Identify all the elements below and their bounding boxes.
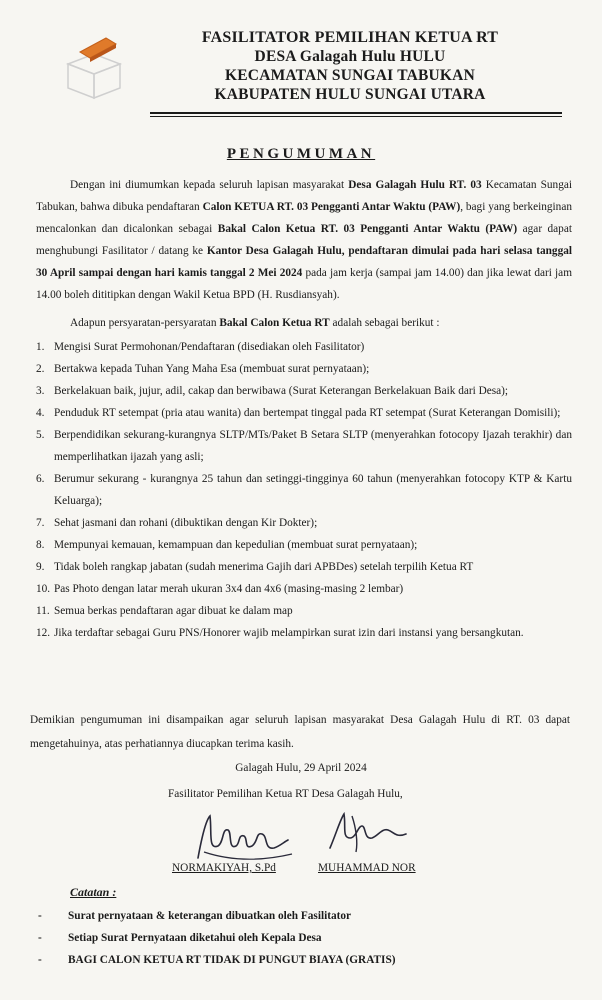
- list-item: 9. Tidak boleh rangkap jabatan (sudah menerima Gajih dari APBDes) setelah terpilih Ketua RT: [36, 561, 474, 573]
- signatory-name-1: NORMAKIYAH, S.Pd: [172, 862, 276, 874]
- announcement-title: PENGUMUMAN: [226, 146, 376, 162]
- facilitator-line: Fasilitator Pemilihan Ketua RT Desa Galagah Hulu,: [168, 788, 403, 800]
- list-item: 5. Berpendidikan sekurang-kurangnya SLTP/MTs/Paket B Setara SLTP (menyerahkan fotocopy Ijazah terakhir) dan memperlihatkan ijazah yang asli;: [36, 429, 572, 463]
- list-item: 7. Sehat jasmani dan rohani (dibuktikan dengan Kir Dokter);: [36, 517, 318, 529]
- requirements-list: [36, 336, 572, 644]
- list-item: 8. Mempunyai kemauan, kemampuan dan kepedulian (membuat surat pernyataan);: [36, 539, 418, 551]
- intro-paragraph: Dengan ini diumumkan kepada seluruh lapisan masyarakat Desa Galagah Hulu RT. 03 Kecamatan Sungai Tabukan, bahwa dibuka pendaftaran Calon KETUA RT. 03 Pengganti Antar Waktu (PAW), bagi yang berkeinginan mencalonkan dan dicalonkan sebagai Bakal Calon Ketua RT. 03 Pengganti Antar Waktu (PAW) agar dapat menghubungi Fasilitator / datang ke Kantor Desa Galagah Hulu, pendaftaran dimulai pada hari selasa tanggal 30 April sampai dengan hari kamis tanggal 2 Mei 2024 pada jam kerja (sampai jam 14.00) dan jika lewat dari jam 14.00 boleh dititipkan dengan Wakil Ketua BPD (H. Rusdiansyah).: [36, 179, 573, 301]
- place-date: Galagah Hulu, 29 April 2024: [235, 762, 367, 774]
- letterhead-line-4: KABUPATEN HULU SUNGAI UTARA: [214, 86, 486, 103]
- list-item: 4. Penduduk RT setempat (pria atau wanita) dan bertempat tinggal pada RT setempat (Surat Keterangan Domisili);: [36, 407, 561, 419]
- signature-2-icon: [322, 808, 412, 854]
- list-item: 6. Berumur sekurang - kurangnya 25 tahun dan setinggi-tingginya 60 tahun (menyerahkan fotocopy KTP & Kartu Keluarga);: [36, 473, 572, 507]
- list-item: 3. Berkelakuan baik, jujur, adil, cakap dan berwibawa (Surat Keterangan Berkelakuan Baik dari Desa);: [36, 385, 509, 397]
- letterhead-line-2: DESA Galagah Hulu HULU: [254, 48, 446, 65]
- list-item: 11. Semua berkas pendaftaran agar dibuat ke dalam map: [36, 605, 293, 617]
- letterhead-line-3: KECAMATAN SUNGAI TABUKAN: [225, 67, 475, 84]
- ballot-box-logo-icon: [58, 30, 130, 100]
- requirements-intro: Adapun persyaratan-persyaratan Bakal Calon Ketua RT adalah sebagai berikut :: [70, 317, 440, 329]
- list-item: 1. Mengisi Surat Permohonan/Pendaftaran (disediakan oleh Fasilitator): [36, 341, 365, 353]
- signature-1-icon: [188, 806, 298, 866]
- letterhead-divider-thin: [150, 116, 562, 117]
- list-item: 12. Jika terdaftar sebagai Guru PNS/Honorer wajib melampirkan surat izin dari instansi yang bersangkutan.: [36, 627, 524, 639]
- announcement-body: [36, 174, 572, 644]
- list-item: - Surat pernyataan & keterangan dibuatkan oleh Fasilitator: [38, 910, 352, 922]
- closing-paragraph: Demikian pengumuman ini disampaikan agar seluruh lapisan masyarakat Desa Galagah Hulu di RT. 03 dapat mengetahuinya, atas perhatiannya diucapkan terima kasih.: [30, 714, 570, 750]
- signatory-name-2: MUHAMMAD NOR: [318, 862, 416, 874]
- letterhead-line-1: FASILITATOR PEMILIHAN KETUA RT: [201, 29, 499, 46]
- letterhead: [140, 28, 560, 104]
- notes-list: [38, 905, 578, 971]
- list-item: - Setiap Surat Pernyataan diketahui oleh Kepala Desa: [38, 932, 322, 944]
- list-item: - BAGI CALON KETUA RT TIDAK DI PUNGUT BIAYA (GRATIS): [38, 954, 396, 966]
- letterhead-divider-thick: [150, 112, 562, 114]
- list-item: 2. Bertakwa kepada Tuhan Yang Maha Esa (membuat surat pernyataan);: [36, 363, 370, 375]
- notes-title: Catatan :: [70, 885, 117, 899]
- list-item: 10. Pas Photo dengan latar merah ukuran 3x4 dan 4x6 (masing-masing 2 lembar): [36, 583, 404, 595]
